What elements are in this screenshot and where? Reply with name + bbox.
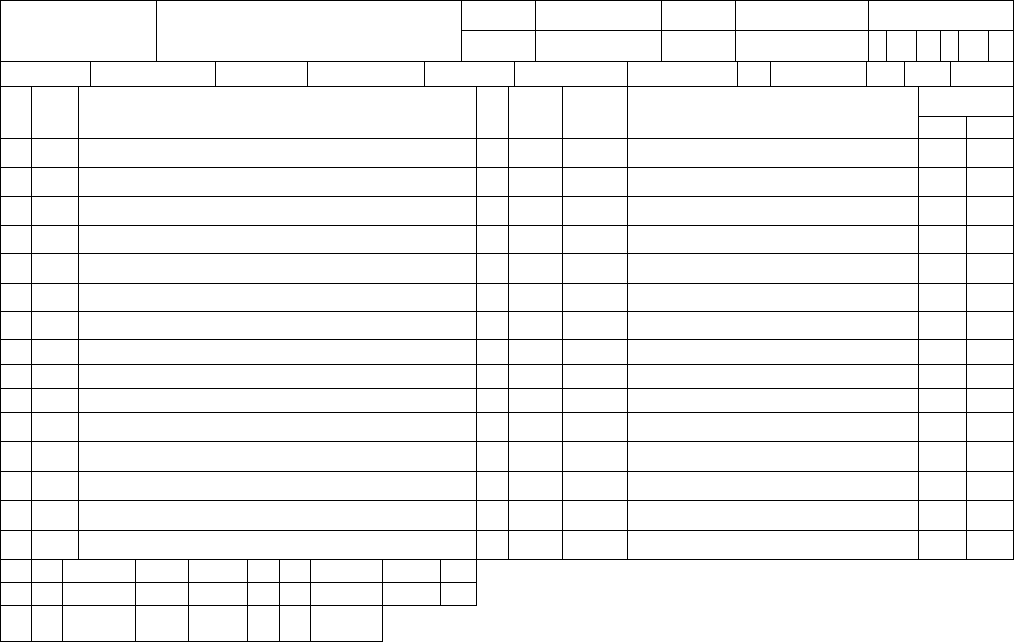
row-workshop bbox=[476, 530, 509, 560]
row-op-name bbox=[31, 530, 79, 560]
product-name-value bbox=[535, 30, 662, 62]
revision-blank bbox=[382, 582, 441, 606]
revision-blank bbox=[247, 559, 280, 583]
row-seq bbox=[0, 167, 32, 197]
row-time-prep bbox=[918, 253, 967, 284]
revision-blank bbox=[62, 559, 136, 583]
revision-date-label bbox=[135, 605, 189, 642]
col-header-seq bbox=[0, 86, 32, 139]
row-workshop bbox=[476, 167, 509, 197]
row-tooling bbox=[627, 253, 919, 284]
revision-blank bbox=[310, 582, 383, 606]
row-equipment bbox=[562, 471, 628, 501]
row-content bbox=[78, 253, 477, 284]
row-time-unit bbox=[966, 283, 1014, 312]
row-workshop bbox=[476, 500, 509, 531]
row-tooling bbox=[627, 412, 919, 442]
total-label bbox=[868, 30, 887, 62]
material-brand-label bbox=[0, 61, 91, 87]
row-time-unit bbox=[966, 138, 1014, 168]
row-section bbox=[508, 388, 563, 413]
row-equipment bbox=[562, 138, 628, 168]
row-op-name bbox=[31, 471, 79, 501]
material-brand-value bbox=[90, 61, 216, 87]
row-equipment bbox=[562, 530, 628, 560]
row-time-unit bbox=[966, 253, 1014, 284]
row-equipment bbox=[562, 311, 628, 340]
row-time-unit bbox=[966, 225, 1014, 254]
row-seq bbox=[0, 196, 32, 226]
blank-size-value bbox=[514, 61, 628, 87]
row-section bbox=[508, 283, 563, 312]
row-seq bbox=[0, 138, 32, 168]
row-time-prep bbox=[918, 283, 967, 312]
row-content bbox=[78, 311, 477, 340]
row-seq bbox=[0, 412, 32, 442]
revision-blank bbox=[440, 559, 477, 583]
row-op-name bbox=[31, 339, 79, 365]
page-unit-2 bbox=[988, 30, 1014, 62]
row-time-prep bbox=[918, 196, 967, 226]
row-workshop bbox=[476, 196, 509, 226]
row-op-name bbox=[31, 225, 79, 254]
row-time-unit bbox=[966, 339, 1014, 365]
part-name-label bbox=[661, 30, 736, 62]
row-workshop bbox=[476, 225, 509, 254]
part-drawing-label bbox=[661, 0, 736, 31]
row-seq bbox=[0, 388, 32, 413]
row-section bbox=[508, 500, 563, 531]
product-name-label bbox=[461, 30, 536, 62]
blank-type-value bbox=[307, 61, 425, 87]
row-section bbox=[508, 311, 563, 340]
remarks-label bbox=[904, 61, 951, 87]
row-workshop bbox=[476, 364, 509, 389]
row-equipment bbox=[562, 500, 628, 531]
row-seq bbox=[0, 225, 32, 254]
revision-blank bbox=[279, 582, 311, 606]
row-tooling bbox=[627, 500, 919, 531]
row-time-prep bbox=[918, 500, 967, 531]
row-section bbox=[508, 138, 563, 168]
revision-blank bbox=[279, 559, 311, 583]
row-tooling bbox=[627, 311, 919, 340]
row-time-prep bbox=[918, 471, 967, 501]
row-time-prep bbox=[918, 530, 967, 560]
row-tooling bbox=[627, 441, 919, 472]
row-equipment bbox=[562, 339, 628, 365]
row-content bbox=[78, 138, 477, 168]
revision-blank bbox=[135, 559, 189, 583]
row-seq bbox=[0, 500, 32, 531]
row-tooling bbox=[627, 471, 919, 501]
revision-blank bbox=[31, 559, 63, 583]
row-equipment bbox=[562, 364, 628, 389]
col-header-time-prep bbox=[918, 116, 967, 139]
row-seq bbox=[0, 339, 32, 365]
col-header-content bbox=[78, 86, 477, 139]
row-time-prep bbox=[918, 167, 967, 197]
change-doc-label bbox=[279, 605, 311, 642]
row-time-unit bbox=[966, 530, 1014, 560]
row-content bbox=[78, 196, 477, 226]
col-header-tooling bbox=[627, 86, 919, 139]
row-tooling bbox=[627, 388, 919, 413]
row-content bbox=[78, 225, 477, 254]
part-drawing-value bbox=[735, 0, 869, 31]
revision-blank bbox=[440, 582, 477, 606]
row-section bbox=[508, 339, 563, 365]
revision-blank bbox=[382, 559, 441, 583]
product-model-label bbox=[461, 0, 536, 31]
row-seq bbox=[0, 471, 32, 501]
row-workshop bbox=[476, 311, 509, 340]
col-header-equipment bbox=[562, 86, 628, 139]
revision-blank bbox=[31, 582, 63, 606]
col-header-workshop bbox=[476, 86, 509, 139]
revision-sign2-label bbox=[310, 605, 383, 642]
header-blank bbox=[868, 0, 1014, 31]
card-title bbox=[156, 0, 462, 62]
row-section bbox=[508, 225, 563, 254]
revision-blank bbox=[310, 559, 383, 583]
row-tooling bbox=[627, 530, 919, 560]
page-no bbox=[958, 30, 989, 62]
revision-count2-label bbox=[247, 605, 280, 642]
row-op-name bbox=[31, 441, 79, 472]
row-workshop bbox=[476, 388, 509, 413]
row-content bbox=[78, 339, 477, 365]
row-op-name bbox=[31, 364, 79, 389]
row-section bbox=[508, 253, 563, 284]
row-op-name bbox=[31, 388, 79, 413]
revision-blank bbox=[135, 582, 189, 606]
col-header-time bbox=[918, 86, 1014, 117]
row-workshop bbox=[476, 253, 509, 284]
part-name-value bbox=[735, 30, 869, 62]
col-header-time-unit bbox=[966, 116, 1014, 139]
row-time-unit bbox=[966, 412, 1014, 442]
row-section bbox=[508, 471, 563, 501]
row-time-unit bbox=[966, 311, 1014, 340]
revision-blank bbox=[62, 582, 136, 606]
remarks-value bbox=[950, 61, 1014, 87]
row-op-name bbox=[31, 283, 79, 312]
row-time-unit bbox=[966, 196, 1014, 226]
row-content bbox=[78, 388, 477, 413]
row-time-prep bbox=[918, 388, 967, 413]
col-header-op-name bbox=[31, 86, 79, 139]
row-time-unit bbox=[966, 471, 1014, 501]
row-time-unit bbox=[966, 167, 1014, 197]
blank-size-label bbox=[424, 61, 515, 87]
row-workshop bbox=[476, 441, 509, 472]
row-tooling bbox=[627, 138, 919, 168]
row-equipment bbox=[562, 412, 628, 442]
row-equipment bbox=[562, 196, 628, 226]
row-op-name bbox=[31, 500, 79, 531]
row-workshop bbox=[476, 339, 509, 365]
row-content bbox=[78, 471, 477, 501]
row-content bbox=[78, 167, 477, 197]
row-equipment bbox=[562, 253, 628, 284]
row-content bbox=[78, 364, 477, 389]
revision-blank bbox=[247, 582, 280, 606]
row-op-name bbox=[31, 196, 79, 226]
row-time-prep bbox=[918, 138, 967, 168]
blank-type-label bbox=[215, 61, 308, 87]
row-time-unit bbox=[966, 388, 1014, 413]
row-tooling bbox=[627, 196, 919, 226]
row-equipment bbox=[562, 441, 628, 472]
page-unit bbox=[916, 30, 941, 62]
revision-blank bbox=[0, 582, 32, 606]
row-time-unit bbox=[966, 441, 1014, 472]
row-tooling bbox=[627, 167, 919, 197]
row-time-prep bbox=[918, 339, 967, 365]
revision-blank bbox=[188, 559, 248, 583]
revision-mark-label bbox=[0, 605, 32, 642]
row-content bbox=[78, 500, 477, 531]
row-seq bbox=[0, 283, 32, 312]
row-seq bbox=[0, 530, 32, 560]
row-time-prep bbox=[918, 225, 967, 254]
revision-blank bbox=[0, 559, 32, 583]
row-section bbox=[508, 412, 563, 442]
row-op-name bbox=[31, 167, 79, 197]
row-content bbox=[78, 530, 477, 560]
revision-blank bbox=[188, 582, 248, 606]
row-op-name bbox=[31, 138, 79, 168]
product-model-value bbox=[535, 0, 662, 31]
revision-mark2-label bbox=[188, 605, 248, 642]
row-equipment bbox=[562, 167, 628, 197]
row-workshop bbox=[476, 138, 509, 168]
row-workshop bbox=[476, 471, 509, 501]
row-tooling bbox=[627, 339, 919, 365]
row-time-unit bbox=[966, 500, 1014, 531]
row-op-name bbox=[31, 311, 79, 340]
row-seq bbox=[0, 441, 32, 472]
row-section bbox=[508, 196, 563, 226]
row-equipment bbox=[562, 225, 628, 254]
university-name bbox=[0, 0, 157, 62]
col-header-section bbox=[508, 86, 563, 139]
row-section bbox=[508, 167, 563, 197]
row-seq bbox=[0, 364, 32, 389]
row-seq bbox=[0, 253, 32, 284]
revision-sign-label bbox=[62, 605, 136, 642]
row-equipment bbox=[562, 388, 628, 413]
per-unit-label bbox=[770, 61, 867, 87]
row-op-name bbox=[31, 253, 79, 284]
row-content bbox=[78, 283, 477, 312]
row-time-prep bbox=[918, 412, 967, 442]
row-section bbox=[508, 364, 563, 389]
row-content bbox=[78, 441, 477, 472]
row-equipment bbox=[562, 283, 628, 312]
per-unit-value bbox=[866, 61, 905, 87]
row-content bbox=[78, 412, 477, 442]
row-tooling bbox=[627, 283, 919, 312]
per-blank-label bbox=[627, 61, 738, 87]
total-pages bbox=[886, 30, 917, 62]
row-section bbox=[508, 530, 563, 560]
page-label bbox=[940, 30, 959, 62]
row-seq bbox=[0, 311, 32, 340]
row-workshop bbox=[476, 283, 509, 312]
row-time-prep bbox=[918, 311, 967, 340]
row-section bbox=[508, 441, 563, 472]
row-time-unit bbox=[966, 364, 1014, 389]
row-time-prep bbox=[918, 364, 967, 389]
row-tooling bbox=[627, 225, 919, 254]
row-workshop bbox=[476, 412, 509, 442]
row-tooling bbox=[627, 364, 919, 389]
revision-count-label bbox=[31, 605, 63, 642]
row-op-name bbox=[31, 412, 79, 442]
per-blank-value bbox=[737, 61, 771, 87]
row-time-prep bbox=[918, 441, 967, 472]
